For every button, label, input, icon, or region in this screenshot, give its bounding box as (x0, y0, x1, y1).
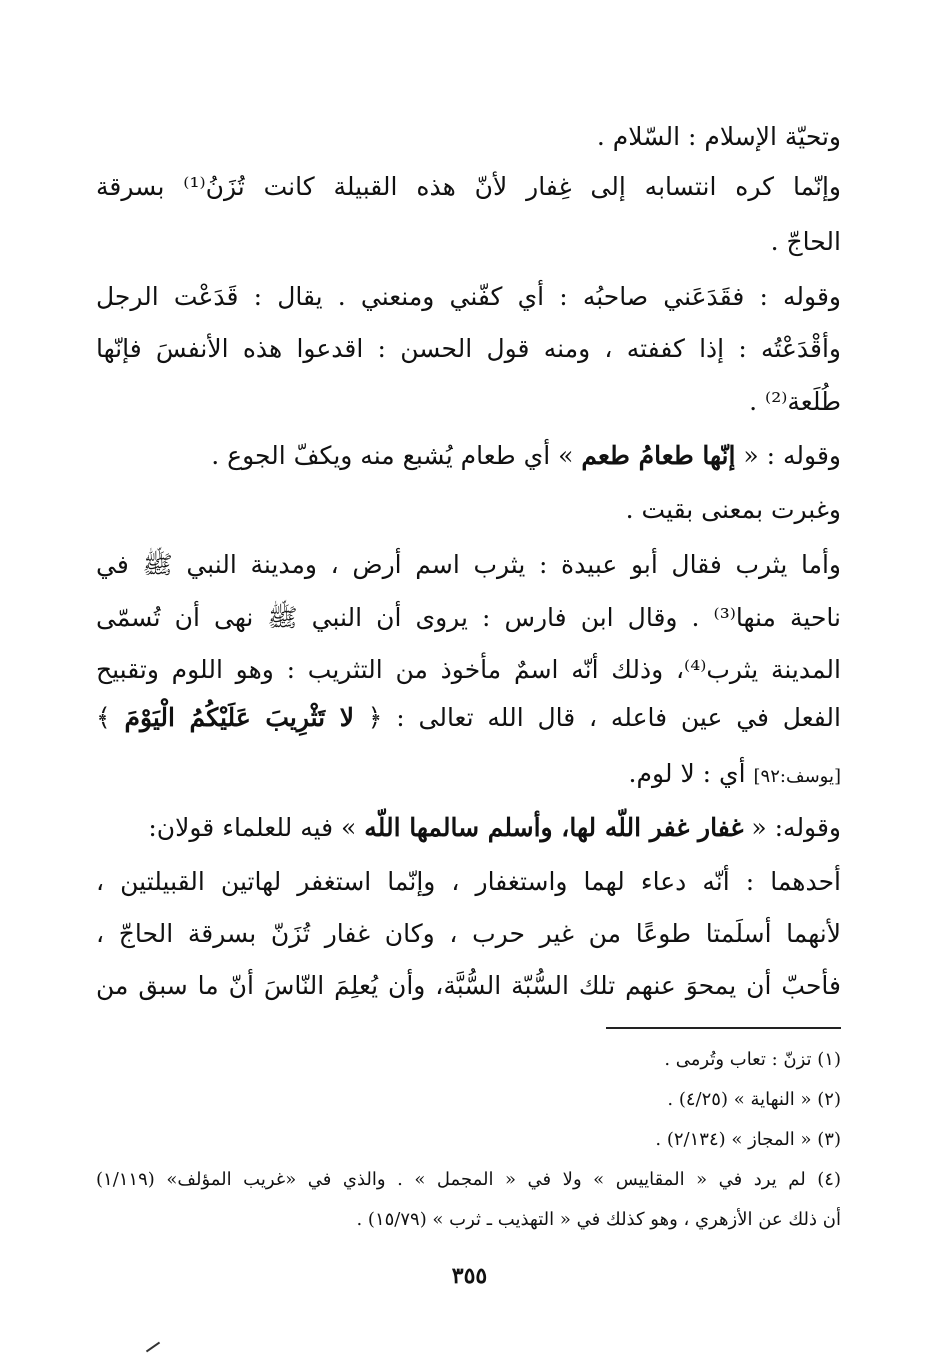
text-line-3: الحاجّ . (770, 227, 841, 256)
line12-after: ﴾ (96, 703, 111, 732)
text-line-6: طُلَعة⁽²⁾ . (749, 387, 841, 416)
text-line-11: المدينة يثرب⁽⁴⁾، وذلك أنّه اسمٌ مأخوذ من التثريب : وهو اللوم وتقبيح (96, 655, 841, 684)
text-line-5: وأقْدَعْتُه : إذا كففته ، ومنه قول الحسن : اقدعوا هذه الأنفسَ فإنّها (96, 334, 841, 363)
text-line-9: وأما يثرب فقال أبو عبيدة : يثرب اسم أرض ، ومدينة النبي ﷺ في (96, 550, 841, 579)
quran-verse: لا تَثْرِيبَ عَلَيْكُمُ الْيَوْمَ (124, 703, 354, 732)
text-line-16: لأنهما أسلَمتا طوعًا من غير حرب ، وكان غفار تُزَنّ بسرقة الحاجّ ، (96, 919, 841, 948)
text-line-10: ناحية منها⁽³⁾ . وقال ابن فارس : يروى أن النبي ﷺ نهى أن تُسمّى (96, 603, 841, 632)
line7-after: » أي طعام يُشبع منه ويكفّ الجوع . (211, 441, 574, 470)
text-line-15: أحدهما : أنّه دعاء لهما واستغفار ، وإنّما استغفر لهاتين القبيلتين ، (96, 867, 841, 896)
text-line-4: وقوله : فقَدَعَني صاحبُه : أي كفّني ومنعني . يقال : قَدَعْت الرجل (96, 282, 841, 311)
text-line-1: وتحيّة الإسلام : السّلام . (596, 122, 841, 151)
hadith-quote-1: إنّها طعامُ طعم (581, 441, 736, 470)
line14-before: وقوله: « (751, 813, 841, 842)
line12-before: الفعل في عين فاعله ، قال الله تعالى : ﴿ (367, 703, 841, 732)
page-number: ٣٥٥ (451, 1263, 488, 1289)
text-line-2: وإنّما كره انتسابه إلى غِفار لأنّ هذه القبيلة كانت تُزَنُ⁽¹⁾ بسرقة (96, 172, 841, 201)
footnote-4: (٤) لم يرد في « المقاييس » ولا في « المجمل » . والذي في «غريب المؤلف» (١/١١٩) (96, 1169, 841, 1190)
text-line-7 (96, 436, 841, 478)
footnote-4-continued: أن ذلك عن الأزهري ، وهو كذلك في « التهذيب ـ ثرب » (١٥/٧٩) . (356, 1209, 841, 1230)
text-line-12 (96, 698, 841, 740)
text-line-13 (96, 754, 841, 796)
footnote-1: (١) تزنّ : تعاب وتُرمى . (664, 1049, 841, 1070)
pen-mark (146, 1342, 160, 1353)
hadith-quote-2: غفار غفر اللّه لها، وأسلم سالمها اللّه (364, 813, 744, 842)
footnote-2: (٢) « النهاية » (٤/٢٥) . (667, 1089, 841, 1110)
line14-after: » فيه للعلماء قولان: (148, 813, 357, 842)
text-line-17: فأحبّ أن يمحوَ عنهم تلك السُّبّة السُّبَّة، وأن يُعلِمَ النّاسَ أنّ ما سبق من (96, 971, 841, 1000)
line13-text: أي : لا لوم. (628, 759, 746, 788)
verse-citation: [يوسف:٩٢] (753, 766, 841, 787)
footnote-3: (٣) « المجاز » (٢/١٣٤) . (655, 1129, 841, 1150)
line7-before: وقوله : « (743, 441, 841, 470)
text-line-8: وغبرت بمعنى بقيت . (625, 495, 841, 524)
text-line-14 (96, 808, 841, 850)
footnote-divider (606, 1027, 841, 1029)
